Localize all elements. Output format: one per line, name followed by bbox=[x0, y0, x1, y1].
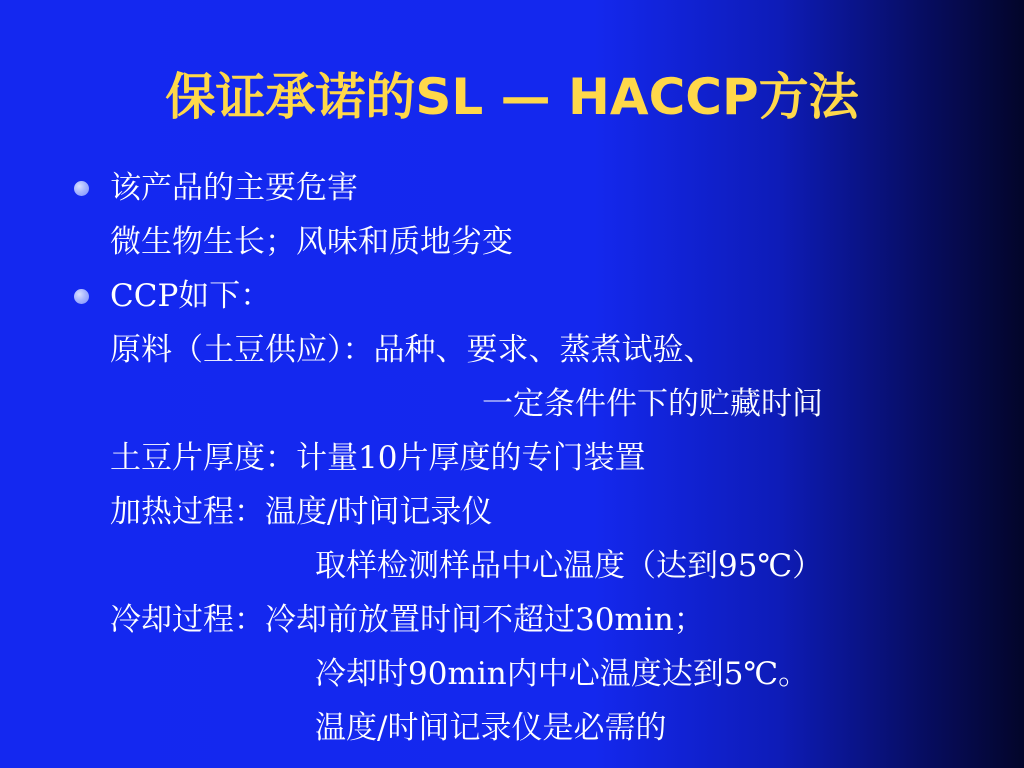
bullet-dot-icon bbox=[74, 289, 89, 304]
ccp-line-sample-temperature: 取样检测样品中心温度（达到95℃） bbox=[315, 548, 824, 584]
hazard-detail-line: 微生物生长；风味和质地劣变 bbox=[110, 224, 513, 260]
bullet-item-main-hazards: 该产品的主要危害 bbox=[110, 170, 358, 206]
ccp-line-recorder-required: 温度/时间记录仪是必需的 bbox=[315, 710, 667, 746]
bullet-dot-icon bbox=[74, 181, 89, 196]
ccp-line-raw-material: 原料（土豆供应）：品种、要求、蒸煮试验、 bbox=[110, 332, 715, 368]
ccp-line-heating-process: 加热过程：温度/时间记录仪 bbox=[110, 494, 493, 530]
ccp-line-cooling-time: 冷却时90min内中心温度达到5℃。 bbox=[315, 656, 810, 692]
ccp-line-cooling-process: 冷却过程：冷却前放置时间不超过30min； bbox=[110, 602, 705, 638]
bullet-item-ccp: CCP如下： bbox=[110, 278, 272, 314]
slide-title: 保证承诺的SL — HACCP方法 bbox=[165, 68, 859, 126]
ccp-line-storage-condition: 一定条件件下的贮藏时间 bbox=[482, 386, 823, 422]
ccp-line-slice-thickness: 土豆片厚度：计量10片厚度的专门装置 bbox=[110, 440, 646, 476]
